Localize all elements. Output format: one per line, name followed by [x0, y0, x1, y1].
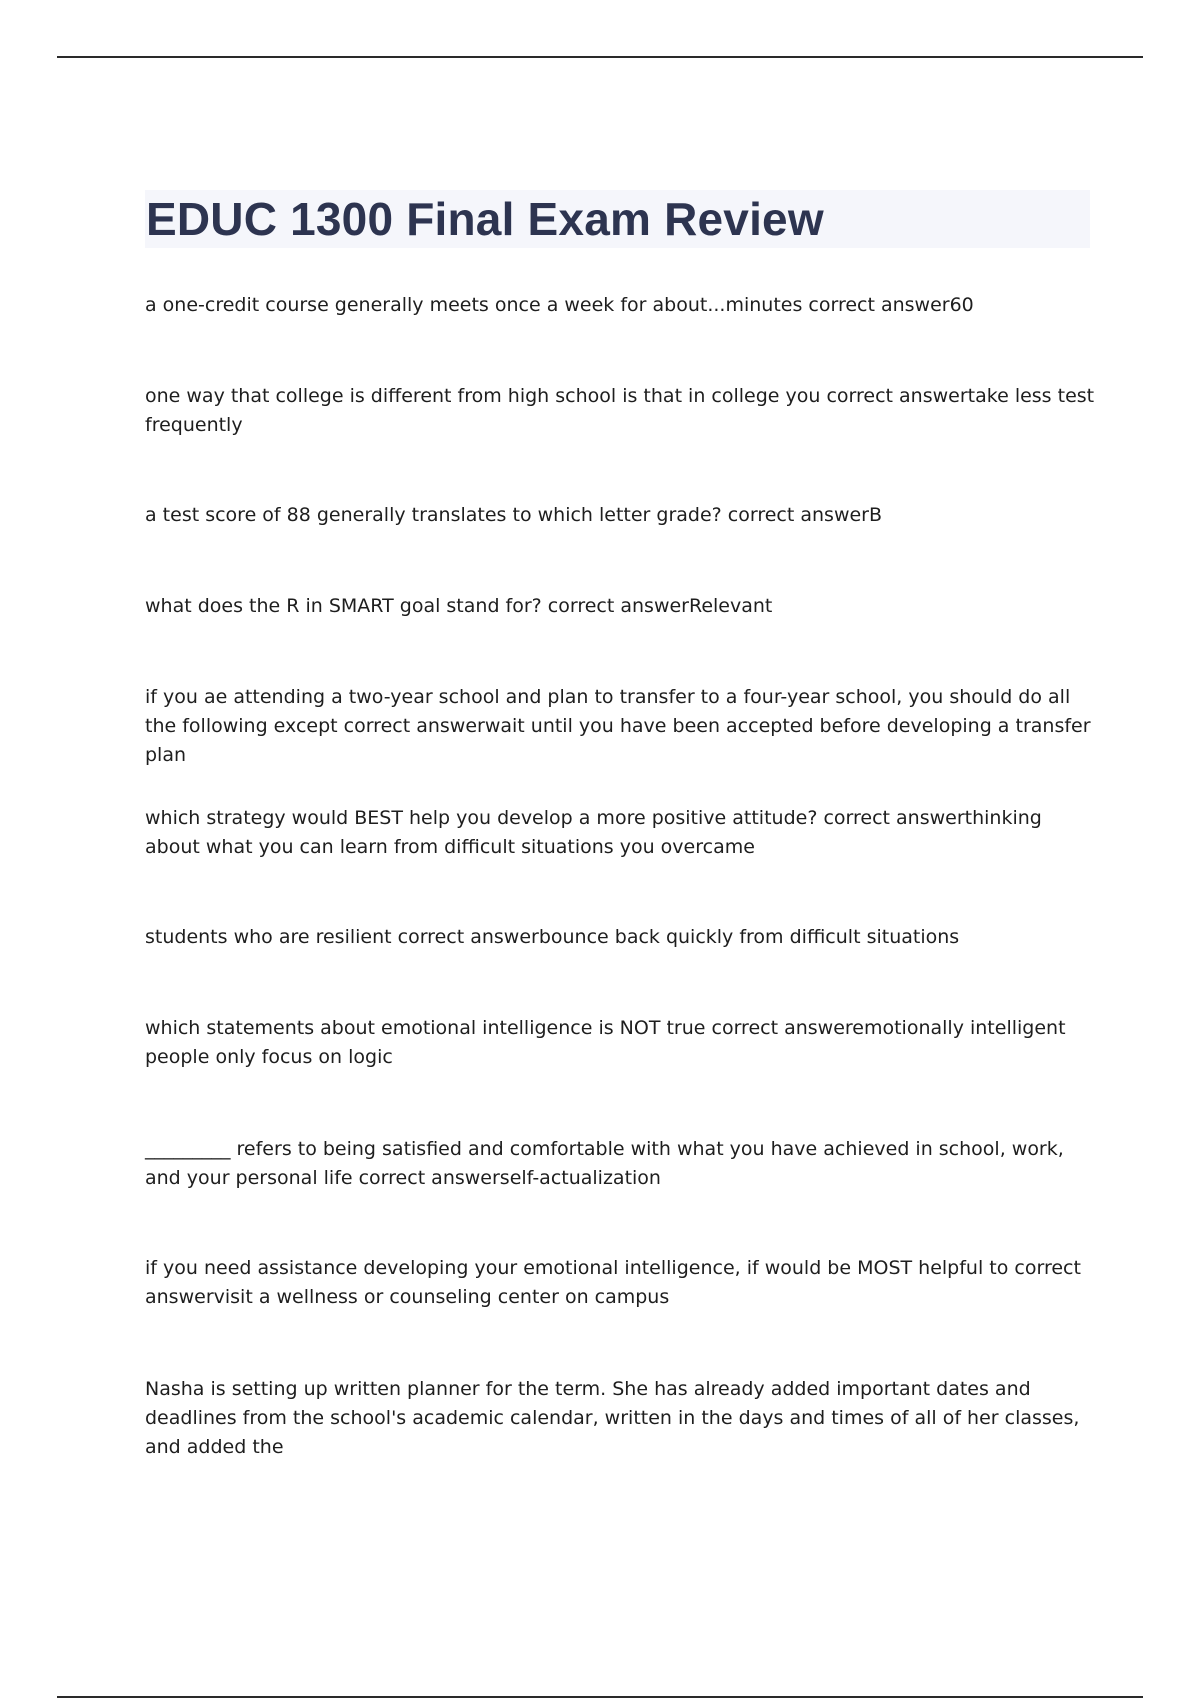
qa-item: which strategy would BEST help you develop a more positive attitude? correct answerthinking about what you can learn from difficult situations you overcame [145, 807, 1042, 858]
qa-item: a one-credit course generally meets once a week for about...minutes correct answer60 [145, 294, 974, 316]
qa-item: _________ refers to being satisfied and comfortable with what you have achieved in school, work, and your personal life correct answerself-actualization [145, 1138, 1064, 1189]
qa-item: which statements about emotional intelligence is NOT true correct answeremotionally intelligent people only focus on logic [145, 1017, 1066, 1068]
top-rule [57, 56, 1143, 58]
qa-item: a test score of 88 generally translates to which letter grade? correct answerB [145, 504, 883, 526]
qa-item: if you ae attending a two-year school and plan to transfer to a four-year school, you should do all the following except correct answerwait until you have been accepted before developing a transfer plan [145, 686, 1091, 766]
qa-item: what does the R in SMART goal stand for? correct answerRelevant [145, 595, 773, 617]
qa-item: students who are resilient correct answerbounce back quickly from difficult situations [145, 926, 960, 948]
qa-item: Nasha is setting up written planner for the term. She has already added important dates and deadlines from the school's academic calendar, written in the days and times of all of her classes, and added the [145, 1378, 1080, 1458]
qa-item: if you need assistance developing your emotional intelligence, if would be MOST helpful to correct answervisit a wellness or counseling center on campus [145, 1257, 1081, 1308]
document-title: EDUC 1300 Final Exam Review [146, 193, 824, 245]
bottom-rule [57, 1696, 1143, 1698]
qa-item: one way that college is different from high school is that in college you correct answertake less test frequently [145, 385, 1095, 436]
